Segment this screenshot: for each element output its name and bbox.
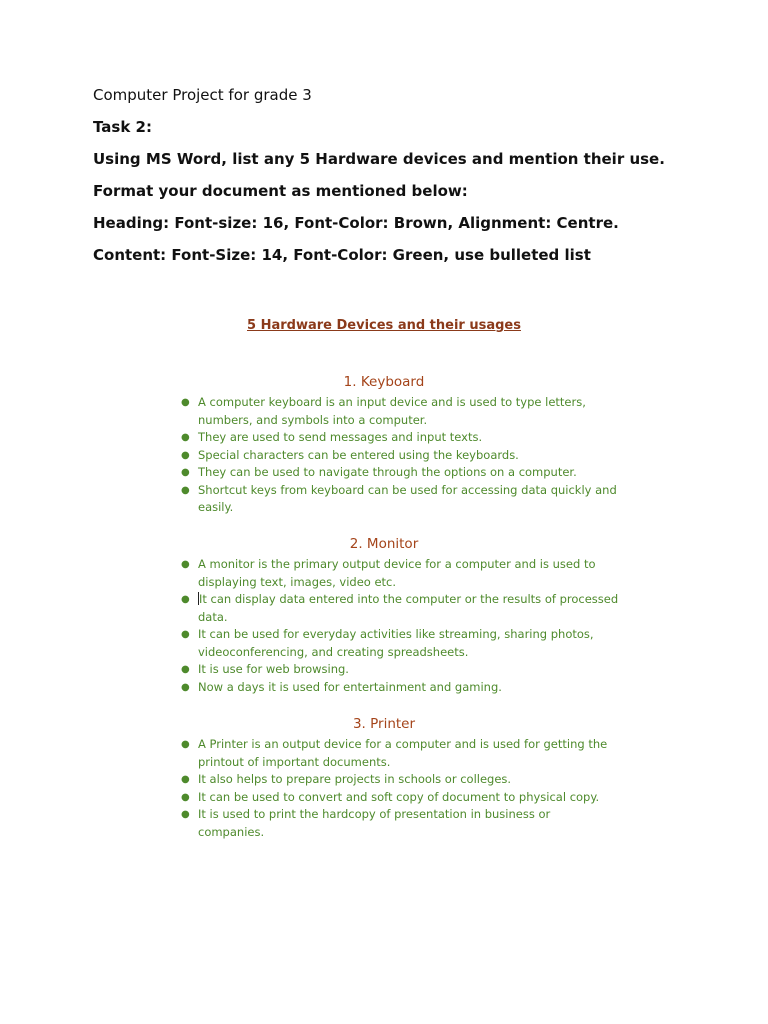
bullet-dot-icon: ● (181, 681, 190, 693)
section-printer (0, 715, 768, 841)
section-title-monitor: 2. Monitor (349, 536, 419, 552)
list-item (180, 394, 620, 429)
bullet-dot-icon: ● (181, 467, 190, 478)
list-item (180, 806, 620, 841)
bullet-dot-icon: ● (181, 484, 190, 496)
bullet-dot-icon: ● (181, 594, 190, 605)
bullet-dot-icon: ● (181, 449, 190, 461)
list-item-text: They are used to send messages and input texts. (198, 430, 483, 444)
document-heading: 5 Hardware Devices and their usages (247, 318, 521, 333)
list-item (180, 771, 620, 789)
section-keyboard (0, 373, 768, 517)
monitor-bullet-list (180, 556, 620, 696)
list-item-text: Shortcut keys from keyboard can be used for accessing data quickly and easily. (198, 482, 617, 514)
list-item-text: It is used to print the hardcopy of presentation in business or companies. (198, 807, 551, 839)
list-item-text: A computer keyboard is an input device and is used to type letters, numbers, and symbols into a computer. (198, 395, 586, 427)
bullet-dot-icon: ● (181, 664, 190, 675)
section-monitor (0, 535, 768, 696)
list-item (180, 736, 620, 771)
bullet-dot-icon: ● (181, 774, 190, 785)
list-item (180, 679, 620, 697)
bullet-dot-icon: ● (181, 397, 190, 408)
list-item-text: It also helps to prepare projects in schools or colleges. (198, 772, 512, 786)
list-item-text: Now a days it is used for entertainment and gaming. (198, 679, 502, 694)
list-item[interactable] (180, 591, 620, 626)
list-item (180, 482, 620, 517)
bullet-dot-icon: ● (181, 739, 190, 750)
list-item (180, 464, 620, 482)
bullet-dot-icon: ● (181, 809, 190, 820)
list-item (180, 447, 620, 465)
section-title-keyboard: 1. Keyboard (343, 374, 425, 390)
list-item-text: They can be used to navigate through the options on a computer. (198, 465, 577, 479)
instructions-block (93, 86, 733, 278)
bullet-dot-icon: ● (181, 791, 190, 803)
list-item-text: It can be used for everyday activities like streaming, sharing photos, videoconferencing, and creating spreadsheets. (198, 627, 594, 659)
bullet-dot-icon: ● (181, 559, 190, 570)
list-item (180, 661, 620, 679)
list-item-text: It is use for web browsing. (198, 662, 349, 676)
task-label: Task 2: (93, 118, 152, 136)
bullet-dot-icon: ● (181, 432, 190, 443)
bullet-dot-icon: ● (181, 629, 190, 640)
list-item (180, 556, 620, 591)
list-item-text[interactable]: It can display data entered into the computer or the results of processed data. (198, 592, 619, 624)
list-item-text: A Printer is an output device for a computer and is used for getting the printout of important documents. (198, 737, 608, 769)
list-item (180, 626, 620, 661)
list-item (180, 789, 620, 807)
keyboard-bullet-list (180, 394, 620, 517)
heading-spec: Heading: Font-size: 16, Font-Color: Brown, Alignment: Centre. (93, 214, 619, 232)
project-title: Computer Project for grade 3 (93, 86, 312, 104)
list-item-text: Special characters can be entered using the keyboards. (198, 447, 519, 462)
section-title-printer: 3. Printer (352, 716, 416, 732)
format-line: Format your document as mentioned below: (93, 182, 468, 200)
content-spec: Content: Font-Size: 14, Font-Color: Green, use bulleted list (93, 246, 591, 264)
list-item-text: A monitor is the primary output device for a computer and is used to displaying text, images, video etc. (198, 557, 596, 589)
list-item-text: It can be used to convert and soft copy of document to physical copy. (198, 789, 600, 804)
list-item (180, 429, 620, 447)
task-instruction: Using MS Word, list any 5 Hardware devices and mention their use. (93, 150, 665, 168)
printer-bullet-list (180, 736, 620, 841)
